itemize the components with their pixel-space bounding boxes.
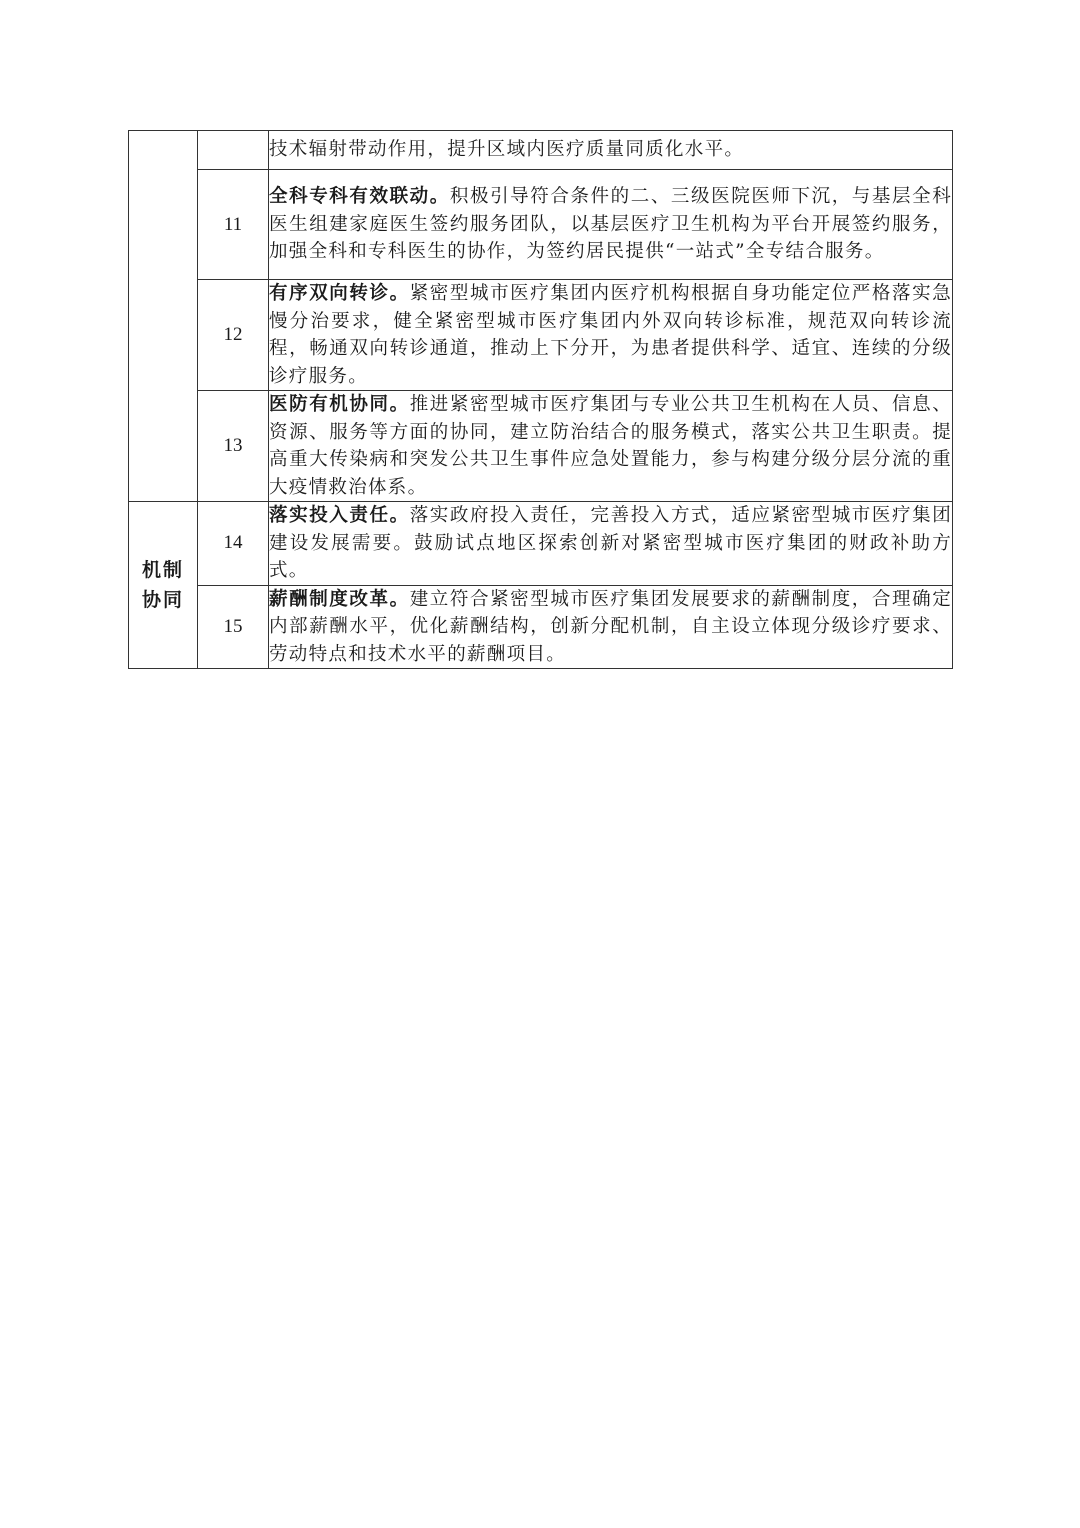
item-number-cell: 14 <box>198 502 269 586</box>
item-text: 技术辐射带动作用，提升区域内医疗质量同质化水平。 <box>269 139 745 161</box>
item-description-cell <box>269 131 953 170</box>
item-description-cell <box>269 280 953 391</box>
category-cell-mechanism <box>129 502 198 669</box>
table-row <box>129 280 953 391</box>
measures-table <box>128 130 953 669</box>
item-lead: 有序双向转诊。 <box>269 283 410 304</box>
table-row <box>129 502 953 586</box>
category-cell-previous <box>129 131 198 502</box>
item-text: 积极引导符合条件的二、三级医院医师下沉，与基层全科医生组建家庭医生签约服务团队，以基层医疗卫生机构为平台开展签约服务，加强全科和专科医生的协作，为签约居民提供“一站式”全专结合服务。 <box>269 186 952 263</box>
item-description-cell <box>269 170 953 280</box>
table-row <box>129 170 953 280</box>
table-row <box>129 391 953 502</box>
item-lead: 全科专科有效联动。 <box>269 186 450 208</box>
item-lead: 落实投入责任。 <box>269 505 410 526</box>
item-text: 紧密型城市医疗集团内医疗机构根据自身功能定位严格落实急慢分治要求，健全紧密型城市医疗集团内外双向转诊标准，规范双向转诊流程，畅通双向转诊通道，推动上下分开，为患者提供科学、适宜、连续的分级诊疗服务。 <box>269 283 952 387</box>
item-number-cell: 11 <box>198 170 269 280</box>
item-number-cell: 13 <box>198 391 269 502</box>
category-label-line: 协同 <box>141 589 184 611</box>
item-text: 建立符合紧密型城市医疗集团发展要求的薪酬制度，合理确定内部薪酬水平，优化薪酬结构，创新分配机制，自主设立体现分级诊疗要求、劳动特点和技术水平的薪酬项目。 <box>269 588 952 665</box>
item-text: 推进紧密型城市医疗集团与专业公共卫生机构在人员、信息、资源、服务等方面的协同，建立防治结合的服务模式，落实公共卫生职责。提高重大传染病和突发公共卫生事件应急处置能力，参与构建分级分层分流的重大疫情救治体系。 <box>269 394 952 498</box>
item-number-cell: 15 <box>198 585 269 669</box>
table-row <box>129 585 953 669</box>
item-lead: 医防有机协同。 <box>269 394 410 415</box>
category-label-line: 机制 <box>141 559 184 581</box>
item-lead: 薪酬制度改革。 <box>269 588 410 610</box>
table-row <box>129 131 953 170</box>
item-description-cell <box>269 391 953 502</box>
item-text: 落实政府投入责任，完善投入方式，适应紧密型城市医疗集团建设发展需要。鼓励试点地区探索创新对紧密型城市医疗集团的财政补助方式。 <box>269 505 952 581</box>
item-description-cell <box>269 502 953 586</box>
item-description-cell <box>269 585 953 669</box>
item-number-cell: 12 <box>198 280 269 391</box>
item-number-cell <box>198 131 269 170</box>
